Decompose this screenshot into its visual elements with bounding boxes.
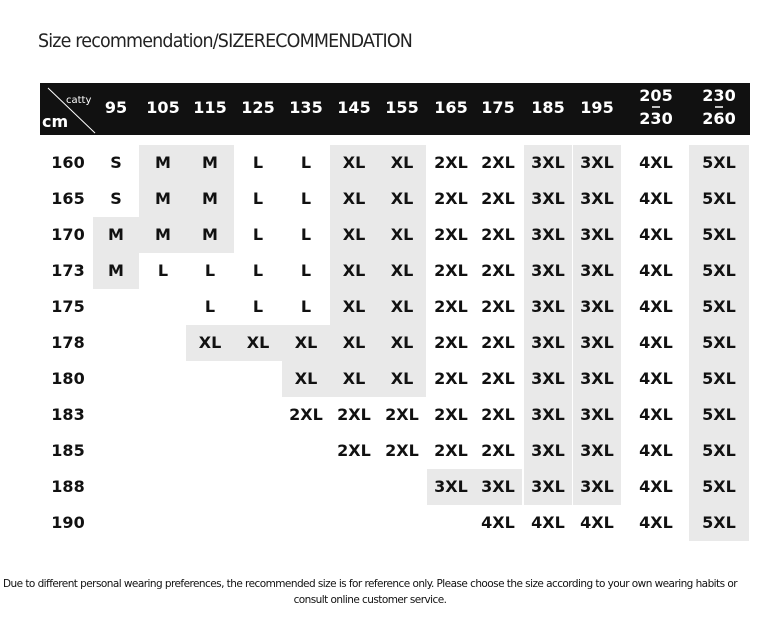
column-header-165: 165 <box>434 98 468 117</box>
size-cell: 4XL <box>531 513 565 532</box>
column-header-135: 135 <box>289 98 323 117</box>
size-cell: 3XL <box>580 189 614 208</box>
size-cell: 3XL <box>481 477 515 496</box>
size-cell: 2XL <box>481 405 515 424</box>
size-cell: 2XL <box>481 297 515 316</box>
size-cell: XL <box>390 261 414 280</box>
column-header-195: 195 <box>580 98 614 117</box>
size-cell: 4XL <box>639 297 673 316</box>
size-cell: L <box>300 261 312 280</box>
size-cell: XL <box>390 153 414 172</box>
size-cell: 5XL <box>702 405 736 424</box>
size-cell: XL <box>246 333 270 352</box>
size-cell: 4XL <box>639 225 673 244</box>
row-header-height: 178 <box>51 333 85 352</box>
size-cell: M <box>202 225 218 244</box>
size-cell: 5XL <box>702 333 736 352</box>
size-cell: 3XL <box>580 405 614 424</box>
size-cell: 5XL <box>702 225 736 244</box>
size-cell: 4XL <box>639 405 673 424</box>
size-cell: XL <box>342 225 366 244</box>
size-cell: XL <box>390 369 414 388</box>
size-cell: 2XL <box>434 333 468 352</box>
column-header-105: 105 <box>146 98 180 117</box>
size-cell: 3XL <box>531 369 565 388</box>
size-cell: 3XL <box>580 261 614 280</box>
size-cell: 3XL <box>580 297 614 316</box>
size-cell: 3XL <box>580 333 614 352</box>
size-cell: 2XL <box>481 441 515 460</box>
size-cell: 3XL <box>531 153 565 172</box>
column-header-175: 175 <box>481 98 515 117</box>
size-cell: 4XL <box>639 153 673 172</box>
size-cell: M <box>108 225 124 244</box>
row-header-height: 175 <box>51 297 85 316</box>
size-cell: 3XL <box>580 441 614 460</box>
size-cell: L <box>252 297 264 316</box>
size-cell: M <box>202 189 218 208</box>
column-header-185: 185 <box>531 98 565 117</box>
size-cell: 5XL <box>702 153 736 172</box>
size-cell: 4XL <box>639 477 673 496</box>
size-cell: 5XL <box>702 369 736 388</box>
size-cell: 4XL <box>639 441 673 460</box>
size-cell: 5XL <box>702 297 736 316</box>
size-cell: 2XL <box>481 153 515 172</box>
size-cell: 3XL <box>531 225 565 244</box>
size-cell: L <box>252 261 264 280</box>
size-cell: 2XL <box>481 333 515 352</box>
size-cell: 2XL <box>434 441 468 460</box>
size-cell: L <box>300 225 312 244</box>
size-cell: 2XL <box>481 261 515 280</box>
size-cell: S <box>110 189 122 208</box>
size-cell: 4XL <box>639 369 673 388</box>
size-cell: XL <box>198 333 222 352</box>
size-cell: 2XL <box>481 369 515 388</box>
size-cell: 4XL <box>580 513 614 532</box>
column-header-145: 145 <box>337 98 371 117</box>
size-cell: XL <box>390 189 414 208</box>
size-cell: XL <box>390 333 414 352</box>
column-header-125: 125 <box>241 98 275 117</box>
size-cell: 2XL <box>481 189 515 208</box>
size-cell: 3XL <box>580 369 614 388</box>
row-header-height: 160 <box>51 153 85 172</box>
size-cell: 2XL <box>434 189 468 208</box>
size-cell: S <box>110 153 122 172</box>
corner-row-unit: cm <box>42 112 69 131</box>
size-cell: L <box>204 261 216 280</box>
column-header-95: 95 <box>104 98 128 117</box>
size-cell: 3XL <box>531 441 565 460</box>
size-cell: 3XL <box>531 261 565 280</box>
page-title: Size recommendation/SIZERECOMMENDATION <box>38 30 413 52</box>
size-cell: 5XL <box>702 189 736 208</box>
row-header-height: 170 <box>51 225 85 244</box>
row-header-height: 180 <box>51 369 85 388</box>
size-cell: 2XL <box>385 441 419 460</box>
size-cell: XL <box>342 333 366 352</box>
size-cell: M <box>155 189 171 208</box>
size-cell: 3XL <box>580 477 614 496</box>
size-cell: L <box>300 153 312 172</box>
size-cell: M <box>108 261 124 280</box>
size-cell: L <box>252 189 264 208</box>
size-cell: 3XL <box>434 477 468 496</box>
size-cell: XL <box>294 333 318 352</box>
size-cell: 2XL <box>434 405 468 424</box>
size-cell: 4XL <box>639 189 673 208</box>
size-cell: 5XL <box>702 441 736 460</box>
size-cell: 4XL <box>639 261 673 280</box>
size-cell: 2XL <box>481 225 515 244</box>
size-cell: 5XL <box>702 477 736 496</box>
row-header-height: 173 <box>51 261 85 280</box>
size-cell: XL <box>342 369 366 388</box>
size-cell: 3XL <box>531 297 565 316</box>
size-cell: XL <box>390 225 414 244</box>
size-cell: M <box>155 225 171 244</box>
size-cell: 3XL <box>531 405 565 424</box>
size-cell: L <box>252 225 264 244</box>
size-cell: 3XL <box>531 333 565 352</box>
size-cell: 2XL <box>289 405 323 424</box>
size-cell: 3XL <box>531 477 565 496</box>
size-cell: 2XL <box>434 369 468 388</box>
svg-text:205: 205 <box>639 86 673 105</box>
row-header-height: 183 <box>51 405 85 424</box>
row-header-height: 190 <box>51 513 85 532</box>
size-cell: 5XL <box>702 513 736 532</box>
size-cell: 2XL <box>434 261 468 280</box>
size-cell: 3XL <box>531 189 565 208</box>
size-cell: 2XL <box>434 225 468 244</box>
size-cell: L <box>157 261 169 280</box>
size-cell: L <box>300 189 312 208</box>
size-cell: 2XL <box>385 405 419 424</box>
size-cell: M <box>202 153 218 172</box>
svg-text:230: 230 <box>639 109 673 128</box>
column-header-155: 155 <box>385 98 419 117</box>
size-cell: XL <box>342 261 366 280</box>
size-cell: 3XL <box>580 225 614 244</box>
svg-text:230: 230 <box>702 86 736 105</box>
size-cell: L <box>252 153 264 172</box>
size-cell: 2XL <box>434 153 468 172</box>
size-cell: 4XL <box>639 333 673 352</box>
size-cell: XL <box>342 189 366 208</box>
size-cell: 2XL <box>337 441 371 460</box>
size-cell: XL <box>390 297 414 316</box>
size-cell: L <box>204 297 216 316</box>
disclaimer-note: Due to different personal wearing preferences, the recommended size is for reference only. Please choose the size according to your own wearing habits or consult online customer service. <box>3 578 737 606</box>
row-header-height: 185 <box>51 441 85 460</box>
size-cell: XL <box>342 153 366 172</box>
size-cell: 4XL <box>639 513 673 532</box>
size-cell: XL <box>342 297 366 316</box>
row-header-height: 188 <box>51 477 85 496</box>
svg-text:260: 260 <box>702 109 736 128</box>
size-cell: 3XL <box>580 153 614 172</box>
column-header-115: 115 <box>193 98 227 117</box>
size-cell: 2XL <box>434 297 468 316</box>
size-cell: L <box>300 297 312 316</box>
corner-col-unit: catty <box>66 95 92 106</box>
size-cell: 4XL <box>481 513 515 532</box>
size-cell: 2XL <box>337 405 371 424</box>
size-cell: 5XL <box>702 261 736 280</box>
size-cell: XL <box>294 369 318 388</box>
size-cell: M <box>155 153 171 172</box>
row-header-height: 165 <box>51 189 85 208</box>
